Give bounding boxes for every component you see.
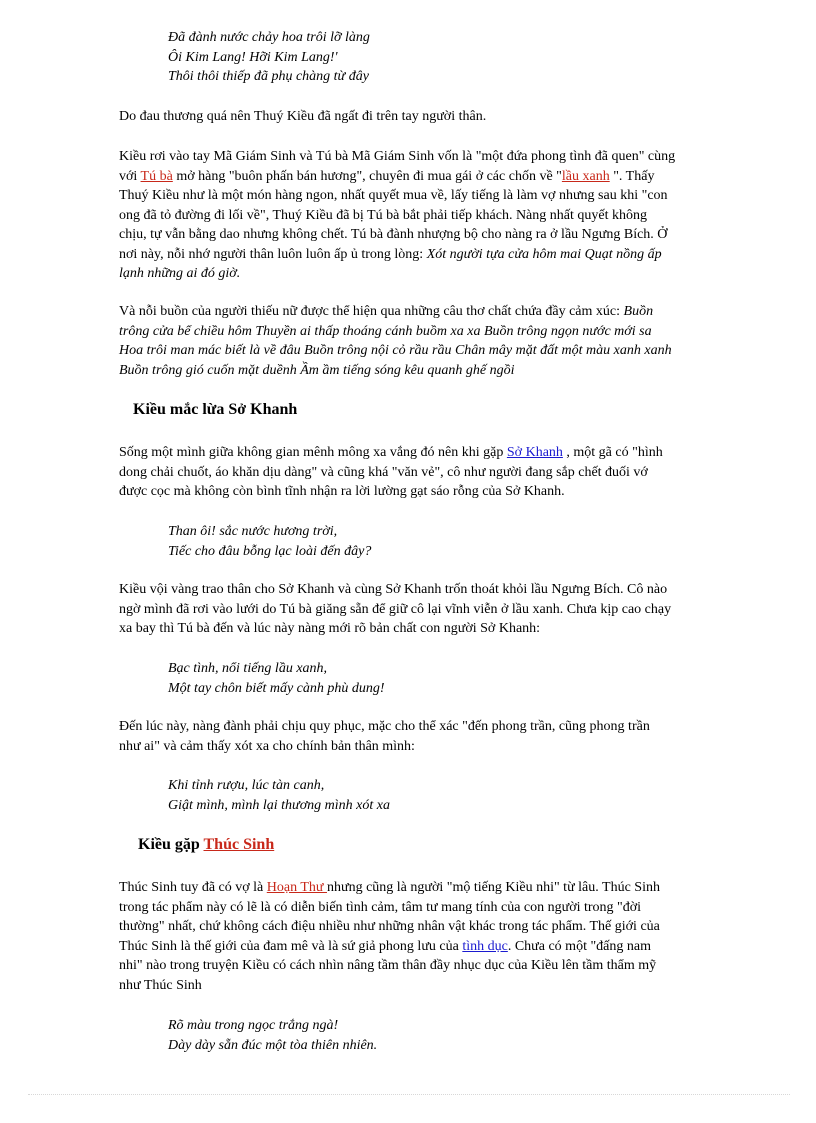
- text-line: Thúc Sinh là thế giới của đam mê và là sứ giả phong lưu của tình dục. Chưa có một "đấng nam: [119, 938, 651, 954]
- poem-line: Bạc tình, nổi tiếng lầu xanh,: [168, 661, 328, 676]
- poem-line: Ôi Kim Lang! Hỡi Kim Lang!': [168, 49, 338, 65]
- text-line: Và nỗi buồn của người thiếu nữ được thể hiện qua những câu thơ chất chứa đầy cảm xúc: Buồn: [119, 304, 654, 319]
- text-line: chịu, tự vẫn bằng dao nhưng không chết. Tú bà đành nhượng bộ cho nàng ra ở lầu Ngưng Bích. Ở: [119, 227, 668, 242]
- text-line: Buồn trông gió cuốn mặt duềnh Ầm ầm tiếng sóng kêu quanh ghế ngồi: [119, 362, 515, 378]
- poem-line: Rõ màu trong ngọc trắng ngà!: [168, 1018, 339, 1033]
- link-lau-xanh[interactable]: lầu xanh: [561, 168, 610, 184]
- text-line: trong tác phẩm này có lẽ là có diễn biến tình cảm, tâm tư mang tính của con người trong "đời: [119, 899, 642, 915]
- poem-stanza-1: [168, 28, 370, 87]
- link-hoan-thu[interactable]: Hoạn Thư: [266, 880, 327, 895]
- text-line: Do đau thương quá nên Thuý Kiều đã ngất đi trên tay người thân.: [119, 109, 487, 124]
- text-line: với Tú bà mở hàng "buôn phấn bán hương", chuyên đi mua gái ở các chốn về "lầu xanh ". Thấy: [119, 168, 655, 184]
- paragraph-meets-so-khanh: [119, 443, 755, 502]
- text-line: Thuý Kiều như là một món hàng ngon, nhất quyết mua về, lấy tiếng là làm vợ nhưng sau khi "con: [119, 188, 668, 203]
- text-line: Kiều rơi vào tay Mã Giám Sinh và Tú bà Mã Giám Sinh vốn là "một đứa phong tình đã quen" cùng: [119, 149, 676, 164]
- section-heading-so-khanh: Kiều mắc lừa Sở Khanh: [133, 401, 298, 418]
- text-line: như Thúc Sinh: [119, 977, 202, 993]
- poem-line: Khi tỉnh rượu, lúc tàn canh,: [168, 778, 325, 793]
- poem-stanza-2: [168, 522, 371, 561]
- text-line: trông cửa bể chiều hôm Thuyền ai thấp thoáng cánh buồm xa xa Buồn trông ngọn nước mới sa: [119, 323, 652, 339]
- text-line: lạnh những ai đó giờ.: [119, 266, 241, 281]
- text-line: xa bay thì Tú bà đến và lúc này nàng mới rõ bản chất con người Sở Khanh:: [119, 621, 541, 636]
- text-line: ong đã tỏ đường đi lối về", Thuý Kiều đã bị Tú bà bắt phải tiếp khách. Nàng nhất quyết không: [119, 207, 647, 223]
- paragraph-thuc-sinh: [119, 878, 755, 995]
- poem-line: Tiếc cho đâu bỗng lạc loài đến đây?: [168, 543, 372, 559]
- text-line: ngờ mình đã rơi vào lưới do Tú bà giăng sẵn để giữ cô lại vĩnh viễn ở lầu xanh. Chưa kịp cao chạy: [119, 601, 672, 617]
- paragraph-sadness: [119, 302, 755, 380]
- paragraph-faint: [119, 107, 755, 127]
- poem-stanza-5: [168, 1016, 377, 1055]
- link-tinh-duc[interactable]: tình dục: [462, 938, 508, 954]
- text-line: Kiều vội vàng trao thân cho Sở Khanh và cùng Sở Khanh trốn thoát khỏi lầu Ngưng Bích. Cô nào: [119, 582, 668, 597]
- paragraph-kieu-sold: [119, 147, 755, 284]
- link-thuc-sinh[interactable]: Thúc Sinh: [203, 836, 275, 853]
- section-heading-thuc-sinh: Kiều gặp Thúc Sinh: [138, 836, 275, 853]
- poem-line: Dày dày sẵn đúc một tòa thiên nhiên.: [168, 1037, 378, 1053]
- text-line: nơi này, nỗi nhớ người thân luôn luôn ấp ủ trong lòng: Xót người tựa cửa hôm mai Quạt nồng ấp: [119, 246, 662, 262]
- paragraph-escape: [119, 580, 755, 639]
- poem-stanza-3: [168, 659, 385, 698]
- poem-stanza-4: [168, 776, 390, 815]
- paragraph-submission: [119, 717, 755, 756]
- poem-line: Đã đành nước chảy hoa trôi lỡ làng: [168, 30, 370, 45]
- page-bottom-divider: [28, 1094, 790, 1095]
- text-line: Sống một mình giữa không gian mênh mông xa vắng đó nên khi gặp Sở Khanh , một gã có "hình: [119, 445, 663, 460]
- text-line: được cọc mà không còn bình tĩnh nhận ra lời lường gạt sáo rỗng của Sở Khanh.: [119, 484, 565, 499]
- link-so-khanh[interactable]: Sở Khanh: [506, 445, 563, 460]
- text-line: thường" nhất, chứ không cách điệu nhiều như những nhân vật khác trong tác phẩm. Thế giới của: [119, 919, 660, 934]
- text-line: nhi" nào trong truyện Kiều có cách nhìn nâng tầm thân đầy nhục dục của Kiều lên tầm thẩm mỹ: [119, 958, 657, 973]
- text-line: Đến lúc này, nàng đành phải chịu quy phục, mặc cho thể xác "đến phong trần, cũng phong trần: [119, 719, 650, 734]
- text-line: dong chải chuốt, áo khăn dịu dàng" và cũng khá "văn vẻ", cô như người đang sắp chết đuối vớ: [119, 464, 648, 480]
- link-tu-ba[interactable]: Tú bà: [140, 168, 173, 184]
- poem-line: Than ôi! sắc nước hương trời,: [168, 524, 338, 539]
- poem-line: Một tay chôn biết mấy cành phù dung!: [168, 680, 385, 696]
- text-line: như ai" và cảm thấy xót xa cho chính bản thân mình:: [119, 738, 415, 754]
- text-line: Hoa trôi man mác biết là về đâu Buồn trông nội cỏ rầu rầu Chân mây mặt đất một màu xanh xanh: [119, 343, 672, 358]
- text-line: Thúc Sinh tuy đã có vợ là Hoạn Thư nhưng cũng là người "mộ tiếng Kiều nhi" từ lâu. Thúc Sinh: [119, 880, 660, 895]
- poem-line: Giật mình, mình lại thương mình xót xa: [168, 797, 390, 813]
- poem-line: Thôi thôi thiếp đã phụ chàng từ đây: [168, 69, 369, 84]
